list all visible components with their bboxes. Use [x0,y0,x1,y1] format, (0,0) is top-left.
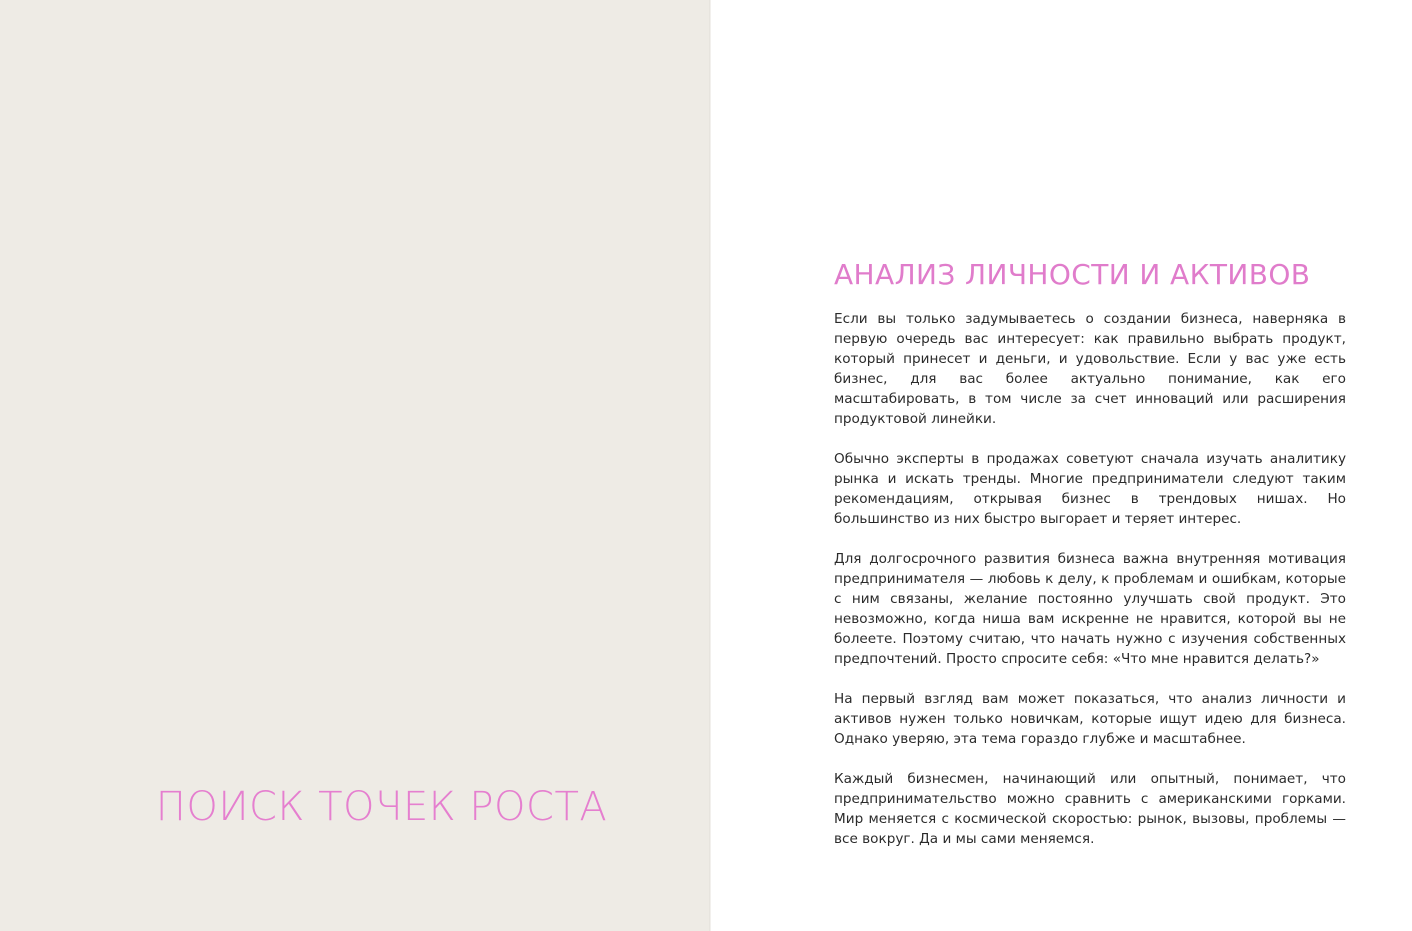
chapter-title: ПОИСК ТОЧЕК РОСТА [155,784,608,830]
paragraph-2: Обычно эксперты в продажах советуют сначала изучать аналитику рынка и искать тренды. Многие предприниматели следуют таким рекомендациям, открывая бизнес в трендовых нишах. Но большинство из них быстро выгорает и теряет интерес. [834,451,1346,527]
paragraph-5: Каждый бизнесмен, начинающий или опытный, понимает, что предпринимательство можно сравнить с американскими горками. Мир меняется с космической скоростью: рынок, вызовы, проблемы — все вокруг. Да и мы сами меняемся. [834,771,1346,847]
paragraph-3: Для долгосрочного развития бизнеса важна внутренняя мотивация предпринимателя — любовь к делу, к проблемам и ошибкам, которые с ним связаны, желание постоянно улучшать свой продукт. Это невозможно, когда ниша вам искренне не нравится, которой вы не болеете. Поэтому считаю, что начать нужно с изучения собственных предпочтений. Просто спросите себя: «Что мне нравится делать?» [834,551,1346,667]
section-content [834,258,1346,869]
section-heading: АНАЛИЗ ЛИЧНОСТИ И АКТИВОВ [834,258,1311,291]
paragraph-4: На первый взгляд вам может показаться, что анализ личности и активов нужен только новичкам, которые ищут идею для бизнеса. Однако уверяю, эта тема гораздо глубже и масштабнее. [834,691,1346,747]
paragraph-1: Если вы только задумываетесь о создании бизнеса, наверняка в первую очередь вас интересует: как правильно выбрать продукт, который принесет и деньги, и удовольствие. Если у вас уже есть бизнес, для вас более актуально понимание, как его масштабировать, в том числе за счет инноваций или расширения продуктовой линейки. [834,311,1346,427]
